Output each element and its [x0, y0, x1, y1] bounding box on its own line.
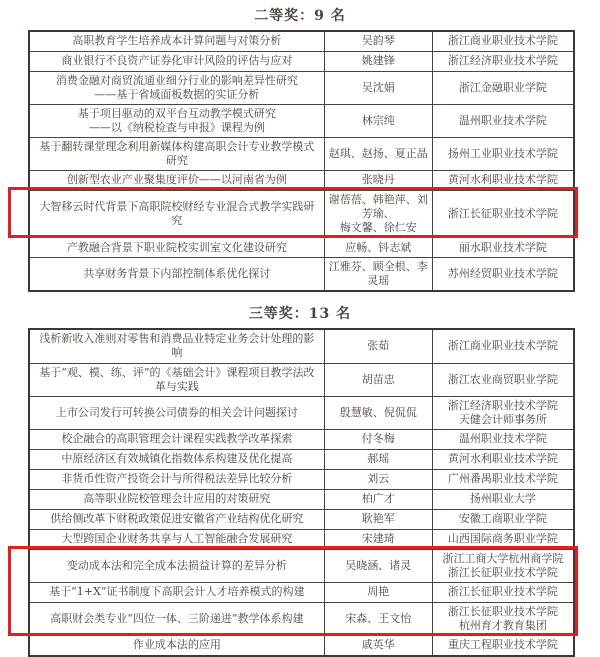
institution-cell [432, 190, 574, 237]
section-third-prize [0, 298, 600, 656]
cell-line: 吴晓涵、诸灵 [345, 558, 412, 572]
cell-line: 共享财务背景下内部控制体系优化探讨 [83, 267, 271, 281]
topic-cell [29, 509, 324, 529]
table-row [29, 238, 574, 258]
cell-line: 高等职业院校管理会计应用的对策研究 [83, 492, 271, 506]
topic-cell [29, 104, 324, 137]
institution-cell [432, 469, 574, 489]
cell-line: 基于翻转课堂理念利用新媒体构建高职会计专业教学模式研究 [39, 139, 315, 167]
cell-line: 基于“观、模、练、评”的《基础会计》课程项目教学法改革与实践 [39, 365, 315, 393]
cell-line: 苏州经贸职业技术学院 [447, 267, 558, 281]
authors-cell [324, 429, 432, 449]
table-row [29, 170, 574, 190]
cell-line: 谢蓓蓓、韩艳萍、刘芳瑜、 [328, 192, 428, 221]
cell-line: 付冬梅 [361, 432, 395, 446]
cell-line: 吴韵琴 [361, 34, 395, 48]
authors-cell [324, 329, 432, 363]
authors-cell [324, 509, 432, 529]
institution-cell [432, 71, 574, 104]
table-row [29, 51, 574, 71]
cell-line: 中原经济区有效城镇化指数体系构建及优化提高 [61, 452, 293, 466]
cell-line: 产教融合背景下职业院校实训室文化建设研究 [66, 240, 287, 254]
topic-cell [29, 602, 324, 635]
authors-cell [324, 170, 432, 190]
cell-line: 殷慧敏、倪侃侃 [339, 405, 417, 419]
cell-line: 胡苗忠 [361, 372, 395, 386]
cell-line: 校企融合的高职管理会计课程实践教学改革探索 [61, 432, 293, 446]
cell-line: ——基于省域面板数据的实证分析 [94, 87, 260, 101]
table-row [29, 137, 574, 170]
cell-line: 张晓丹 [361, 173, 395, 187]
cell-line: 林宗纯 [361, 113, 395, 127]
authors-cell [324, 582, 432, 602]
topic-cell [29, 329, 324, 363]
cell-line: 温州职业技术学院 [458, 432, 547, 446]
institution-cell [432, 104, 574, 137]
cell-line: 应畅、钭志斌 [345, 240, 412, 254]
cell-line: 杭州育才教育集团 [458, 619, 547, 633]
cell-line: 周艳 [367, 585, 390, 599]
institution-cell [432, 489, 574, 509]
cell-line: 姚建锋 [361, 53, 395, 67]
cell-line: 宋建琦 [361, 532, 395, 546]
institution-cell [432, 396, 574, 429]
cell-line: 天健会计师事务所 [458, 412, 547, 426]
cell-line: 黄河水利职业技术学院 [447, 173, 558, 187]
cell-line: 刘云 [367, 472, 390, 486]
authors-cell [324, 396, 432, 429]
topic-cell [29, 170, 324, 190]
table-row [29, 190, 574, 237]
cell-line: 江雅芬、顾全根、李灵瑶 [328, 260, 428, 288]
cell-line: 郝瑶 [367, 452, 390, 466]
authors-cell [324, 104, 432, 137]
cell-line: 浙江农业商贸职业学院 [447, 372, 558, 386]
cell-line: 广州番禺职业技术学院 [447, 472, 558, 486]
institution-cell [432, 31, 574, 51]
cell-line: 作业成本法的应用 [132, 638, 221, 652]
institution-cell [432, 363, 574, 396]
cell-line: 重庆工程职业技术学院 [447, 638, 558, 652]
cell-line: 上市公司发行可转换公司债券的相关会计问题探讨 [55, 405, 298, 419]
topic-cell [29, 51, 324, 71]
section-title-second-prize: 二等奖：9 名 [254, 8, 346, 24]
table-row [29, 489, 574, 509]
institution-cell [432, 529, 574, 549]
topic-cell [29, 190, 324, 237]
topic-cell [29, 449, 324, 469]
cell-line: 非货币性资产投资会计与所得税法差异比较分析 [61, 472, 293, 486]
authors-cell [324, 258, 432, 292]
table-row [29, 469, 574, 489]
institution-cell [432, 170, 574, 190]
institution-cell [432, 582, 574, 602]
table-row [29, 636, 574, 656]
table-row [29, 396, 574, 429]
institution-cell [432, 258, 574, 292]
cell-line: 戚英华 [361, 638, 395, 652]
third-prize-table [28, 328, 575, 656]
cell-line: 山西国际商务职业学院 [447, 532, 558, 546]
table-row [29, 258, 574, 292]
table-row [29, 449, 574, 469]
cell-line: 创新型农业产业聚集度评价——以河南省为例 [66, 173, 287, 187]
table-row [29, 363, 574, 396]
cell-line: 消费金融对商贸流通业细分行业的影响差异性研究 [55, 73, 298, 87]
topic-cell [29, 238, 324, 258]
cell-line: 浅析新收入准则对零售和消费品业特定业务会计处理的影响 [39, 332, 315, 360]
authors-cell [324, 190, 432, 237]
topic-cell [29, 549, 324, 582]
topic-cell [29, 31, 324, 51]
topic-cell [29, 582, 324, 602]
cell-line: 供给侧改革下财税政策促进安徽省产业结构优化研究 [50, 512, 304, 526]
authors-cell [324, 31, 432, 51]
topic-cell [29, 529, 324, 549]
section-title-third-prize: 三等奖：13 名 [248, 306, 352, 323]
second-prize-table [28, 30, 575, 292]
cell-line: 赵琪、赵扬、夏正晶 [328, 146, 428, 160]
institution-cell [432, 51, 574, 71]
table-row [29, 31, 574, 51]
authors-cell [324, 137, 432, 170]
cell-line: 浙江长征职业技术学院 [447, 565, 558, 579]
cell-line: 浙江金融职业学院 [458, 80, 547, 94]
table-row [29, 529, 574, 549]
cell-line: 基于项目驱动的双平台互动教学模式研究 [77, 106, 276, 120]
cell-line: 梅文馨、徐仁安 [339, 221, 417, 235]
cell-line: 高职财会类专业“四位一体、三阶递进”教学体系构建 [50, 612, 304, 626]
cell-line: 浙江经济职业技术学院 [447, 53, 558, 67]
cell-line: 吴沈娟 [361, 80, 395, 94]
cell-line: 大型跨国企业财务共享与人工智能融合发展研究 [61, 532, 293, 546]
topic-cell [29, 258, 324, 292]
institution-cell [432, 329, 574, 363]
cell-line: 浙江工商大学杭州商学院 [442, 551, 564, 565]
table-row [29, 582, 574, 602]
authors-cell [324, 549, 432, 582]
cell-line: 浙江长征职业技术学院 [447, 207, 558, 221]
authors-cell [324, 51, 432, 71]
authors-cell [324, 636, 432, 656]
cell-line: 宋森、王文怡 [345, 612, 412, 626]
table-row [29, 429, 574, 449]
cell-line: 商业银行不良资产证券化审计风险的评估与应对 [61, 53, 293, 67]
table-row [29, 602, 574, 635]
authors-cell [324, 489, 432, 509]
cell-line: 浙江长征职业技术学院 [447, 604, 558, 618]
table-row [29, 329, 574, 363]
cell-line: 丽水职业技术学院 [458, 240, 547, 254]
institution-cell [432, 636, 574, 656]
cell-line: 耿艳军 [361, 512, 395, 526]
table-row [29, 104, 574, 137]
topic-cell [29, 71, 324, 104]
authors-cell [324, 238, 432, 258]
table-row [29, 549, 574, 582]
cell-line: 大智移云时代背景下高职院校财经专业混合式教学实践研究 [39, 200, 315, 228]
cell-line: 浙江商业职业技术学院 [447, 34, 558, 48]
institution-cell [432, 238, 574, 258]
institution-cell [432, 509, 574, 529]
table-row [29, 71, 574, 104]
cell-line: 温州职业技术学院 [458, 113, 547, 127]
table-row [29, 509, 574, 529]
section-second-prize [0, 0, 600, 292]
topic-cell [29, 429, 324, 449]
cell-line: ——以《纳税检查与申报》课程为例 [88, 120, 265, 134]
cell-line: 基于“1+X”证书制度下高职会计人才培养模式的构建 [49, 585, 305, 599]
cell-line: 张茹 [367, 339, 390, 353]
institution-cell [432, 549, 574, 582]
authors-cell [324, 529, 432, 549]
cell-line: 浙江长征职业技术学院 [447, 585, 558, 599]
institution-cell [432, 429, 574, 449]
cell-line: 浙江经济职业技术学院 [447, 398, 558, 412]
topic-cell [29, 363, 324, 396]
topic-cell [29, 636, 324, 656]
authors-cell [324, 469, 432, 489]
cell-line: 变动成本法和完全成本法损益计算的差异分析 [66, 558, 287, 572]
authors-cell [324, 602, 432, 635]
cell-line: 安徽工商职业学院 [458, 512, 547, 526]
cell-line: 扬州职业大学 [469, 492, 536, 506]
cell-line: 黄河水利职业技术学院 [447, 452, 558, 466]
institution-cell [432, 137, 574, 170]
institution-cell [432, 602, 574, 635]
cell-line: 高职教育学生培养成本计算问题与对策分析 [72, 34, 282, 48]
authors-cell [324, 71, 432, 104]
topic-cell [29, 469, 324, 489]
authors-cell [324, 449, 432, 469]
topic-cell [29, 137, 324, 170]
authors-cell [324, 363, 432, 396]
cell-line: 浙江商业职业技术学院 [447, 339, 558, 353]
institution-cell [432, 449, 574, 469]
topic-cell [29, 489, 324, 509]
topic-cell [29, 396, 324, 429]
cell-line: 柏广才 [361, 492, 395, 506]
cell-line: 扬州工业职业技术学院 [447, 146, 558, 160]
